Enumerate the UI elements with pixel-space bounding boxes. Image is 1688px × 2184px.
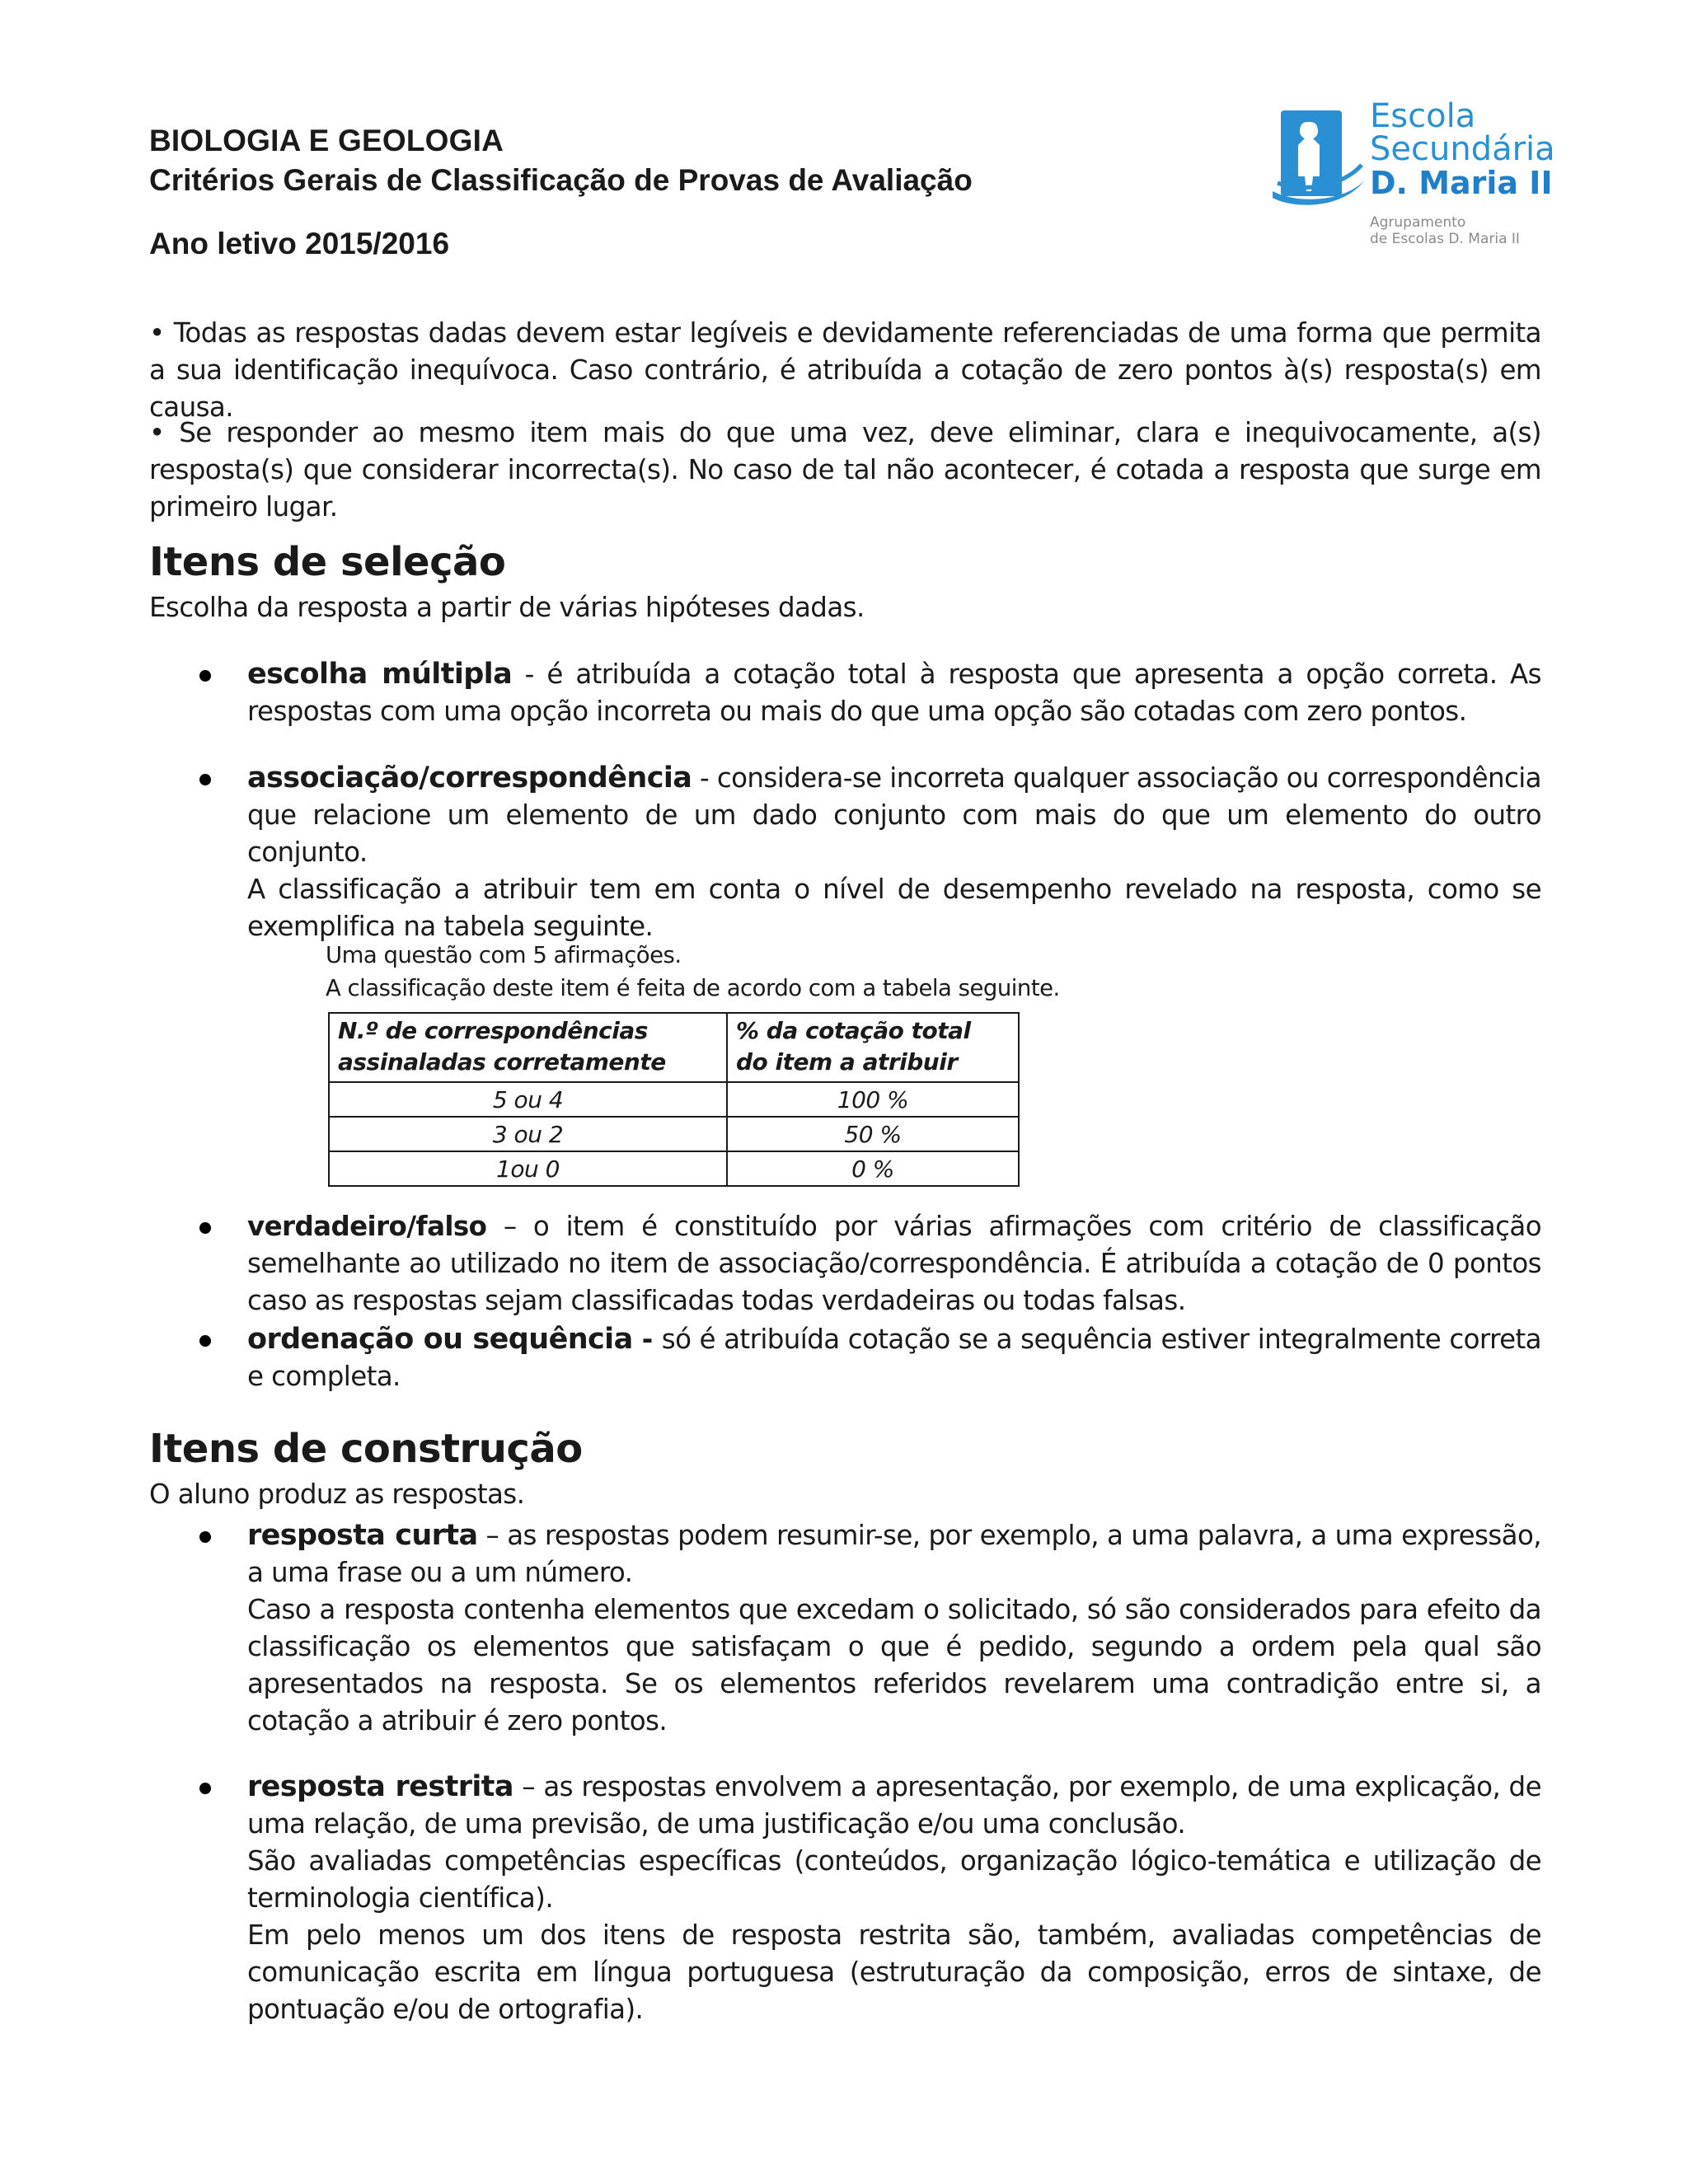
school-logo bbox=[1269, 97, 1558, 254]
table-row bbox=[329, 1117, 1019, 1151]
school-year: Ano letivo 2015/2016 bbox=[149, 227, 450, 260]
table-cell: 1ou 0 bbox=[329, 1151, 727, 1186]
list-item-escolha-multipla bbox=[247, 656, 1541, 730]
logo-text-agrupamento-name: de Escolas D. Maria II bbox=[1370, 231, 1520, 247]
item-term: escolha múltipla bbox=[247, 658, 513, 691]
item-text: – as respostas podem resumir-se, por exemplo, a uma palavra, a uma expressão, a uma frase ou a um número. bbox=[247, 1520, 1542, 1588]
list-item-associacao bbox=[247, 760, 1541, 945]
item-term: verdadeiro/falso bbox=[247, 1211, 487, 1242]
table-cell: 50 % bbox=[727, 1117, 1019, 1151]
list-item-verdadeiro-falso bbox=[247, 1208, 1541, 1319]
intro-paragraph-1: • Todas as respostas dadas devem estar legíveis e devidamente referenciadas de uma forma que permita a sua identificação inequívoca. Caso contrário, é atribuída a cotação de zero pontos à(s) resposta(s) em causa. bbox=[149, 317, 1541, 423]
document-title: Critérios Gerais de Classificação de Provas de Avaliação bbox=[149, 163, 973, 197]
logo-text-school-name: D. Maria II bbox=[1370, 165, 1553, 201]
logo-text-secundaria: Secundária bbox=[1370, 130, 1555, 168]
list-item-resposta-curta bbox=[247, 1517, 1541, 1740]
table-row bbox=[329, 1082, 1019, 1117]
item-text-continued: Caso a resposta contenha elementos que excedam o solicitado, só são considerados para efeito da classificação os elementos que satisfaçam o que é pedido, segundo a ordem pela qual são apresentados na resposta. Se os elementos referidos revelarem uma contradição entre si, a cotação a atribuir é zero pontos. bbox=[247, 1594, 1541, 1736]
item-text: - considera-se incorreta qualquer associação ou correspondência que relacione um elemento de um dado conjunto com mais do que um elemento do outro conjunto. bbox=[247, 762, 1541, 868]
table-cell: 0 % bbox=[727, 1151, 1019, 1186]
item-text-continued: Em pelo menos um dos itens de resposta restrita são, também, avaliadas competências de comunicação escrita em língua portuguesa (estruturação da composição, erros de sintaxe, de pontuação e/ou de ortografia). bbox=[247, 1919, 1541, 2025]
item-term: resposta restrita bbox=[247, 1770, 513, 1803]
grading-table bbox=[328, 1012, 1020, 1187]
bullet-icon bbox=[199, 1335, 211, 1347]
construction-subtitle: O aluno produz as respostas. bbox=[149, 1479, 525, 1510]
item-text: – o item é constituído por várias afirmações com critério de classificação semelhante ao utilizado no item de associação/correspondência. É atribuída a cotação de 0 pontos caso as respostas sejam classificadas todas verdadeiras ou todas falsas. bbox=[247, 1211, 1541, 1316]
bullet-icon bbox=[199, 1783, 211, 1794]
bullet-icon bbox=[199, 1222, 211, 1234]
list-item-resposta-restrita bbox=[247, 1769, 1541, 2028]
table-cell: 100 % bbox=[727, 1082, 1019, 1117]
intro-paragraph-2: • Se responder ao mesmo item mais do que uma vez, deve eliminar, clara e inequivocamente, a(s) resposta(s) que considerar incorrecta(s). No caso de tal não acontecer, é cotada a resposta que surge em primeiro lugar. bbox=[149, 417, 1541, 523]
item-text-continued: A classificação a atribuir tem em conta o nível de desempenho revelado na resposta, como se exemplifica na tabela seguinte. bbox=[247, 874, 1541, 942]
table-cell: 5 ou 4 bbox=[329, 1082, 727, 1117]
table-intro-1: Uma questão com 5 afirmações. bbox=[326, 942, 682, 968]
item-text-continued: São avaliadas competências específicas (conteúdos, organização lógico-temática e utilização de terminologia científica). bbox=[247, 1845, 1541, 1914]
table-intro-2: A classificação deste item é feita de acordo com a tabela seguinte. bbox=[326, 975, 1060, 1001]
item-separator: - bbox=[632, 1324, 662, 1355]
item-text: - é atribuída a cotação total à resposta que apresenta a opção correta. As respostas com uma opção incorreta ou mais do que uma opção são cotadas com zero pontos. bbox=[247, 658, 1541, 727]
bullet-icon bbox=[199, 774, 211, 785]
table-cell: 3 ou 2 bbox=[329, 1117, 727, 1151]
table-header-cell: N.º de correspondências assinaladas corretamente bbox=[329, 1013, 727, 1082]
item-text: só é atribuída cotação se a sequência estiver integralmente correta e completa. bbox=[247, 1324, 1541, 1392]
item-term: resposta curta bbox=[247, 1519, 478, 1552]
construction-heading: Itens de construção bbox=[149, 1426, 583, 1472]
table-row bbox=[329, 1151, 1019, 1186]
bullet-icon bbox=[199, 1531, 211, 1543]
item-term: ordenação ou sequência bbox=[247, 1323, 633, 1356]
school-emblem-icon bbox=[1269, 101, 1368, 216]
logo-text-agrupamento: Agrupamento bbox=[1370, 214, 1466, 231]
item-term: associação/correspondência bbox=[247, 762, 692, 794]
table-header-cell: % da cotação total do item a atribuir bbox=[727, 1013, 1019, 1082]
selection-subtitle: Escolha da resposta a partir de várias hipóteses dadas. bbox=[149, 592, 865, 623]
subject-title: BIOLOGIA E GEOLOGIA bbox=[149, 124, 504, 157]
bullet-icon bbox=[199, 670, 211, 682]
list-item-ordenacao bbox=[247, 1321, 1541, 1395]
item-text: – as respostas envolvem a apresentação, por exemplo, de uma explicação, de uma relação, de uma previsão, de uma justificação e/ou uma conclusão. bbox=[247, 1771, 1541, 1840]
logo-text-escola: Escola bbox=[1370, 97, 1476, 135]
selection-heading: Itens de seleção bbox=[149, 539, 506, 585]
table-header-row bbox=[329, 1013, 1019, 1082]
